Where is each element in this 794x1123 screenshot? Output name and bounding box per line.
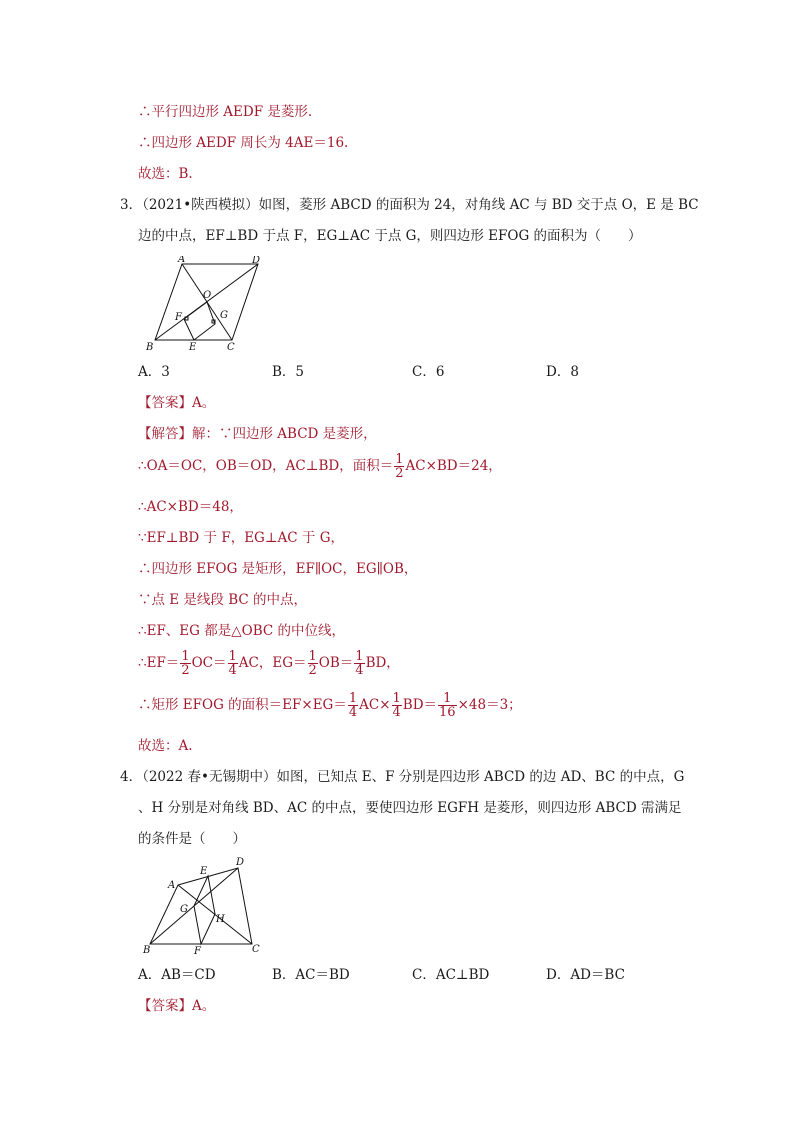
label-d: D xyxy=(252,256,261,266)
label-c: C xyxy=(227,342,235,352)
quad-egfh xyxy=(194,876,215,944)
right-angle-g xyxy=(212,320,215,323)
q3-solution-line: ∴EF、EG 都是△OBC 的中位线， xyxy=(138,623,345,639)
solution-line: ∴四边形 AEDF 周长为 4AE＝16. xyxy=(138,135,349,151)
q4-stem-line3: 的条件是（ ） xyxy=(138,831,246,847)
q4-quadrilateral-figure xyxy=(138,852,268,956)
label-a: A xyxy=(178,256,186,265)
label-b: B xyxy=(143,945,151,956)
quad-abcd xyxy=(150,868,252,944)
label-e: E xyxy=(189,342,197,352)
q3-option-a: A．3 xyxy=(138,364,170,380)
label-g: G xyxy=(180,904,188,915)
label-g: G xyxy=(220,310,228,321)
label-f: F xyxy=(175,312,182,323)
q3-solution-line: ∴四边形 EFOG 是矩形，EF∥OC，EG∥OB， xyxy=(138,561,418,577)
q3-solution-line: ∵点 E 是线段 BC 的中点， xyxy=(138,592,308,608)
q3-solution-line: ∵EF⊥BD 于 F，EG⊥AC 于 G， xyxy=(138,530,344,546)
solution-line: ∴平行四边形 AEDF 是菱形. xyxy=(138,104,313,120)
q4-stem-line1: 4．（2022 春•无锡期中）如图，已知点 E、F 分别是四边形 ABCD 的边 AD、BC 的中点，G xyxy=(120,769,685,785)
q3-solution-line: ∴OA＝OC，OB＝OD，AC⊥BD，面积＝ $\frac{1}{2}$ AC×BD＝24， xyxy=(138,452,502,481)
label-d: D xyxy=(236,857,245,868)
label-a: A xyxy=(168,880,176,891)
q3-stem-line2: 边的中点，EF⊥BD 于点 F，EG⊥AC 于点 G，则四边形 EFOG 的面积为（ ） xyxy=(138,228,642,244)
label-h: H xyxy=(216,914,225,925)
label-c: C xyxy=(252,944,260,955)
q4-stem-line2: 、H 分别是对角线 BD、AC 的中点，要使四边形 EGFH 是菱形，则四边形 ABCD 需满足 xyxy=(138,800,682,816)
q3-stem-line1: 3．（2021•陕西模拟）如图，菱形 ABCD 的面积为 24，对角线 AC 与 BD 交于点 O，E 是 BC xyxy=(120,197,699,213)
q3-solution-line: 【解答】解：∵四边形 ABCD 是菱形， xyxy=(138,426,377,442)
label-o: O xyxy=(203,290,212,301)
q3-rhombus-figure xyxy=(138,256,268,352)
q4-option-b: B．AC＝BD xyxy=(272,967,350,983)
q3-option-d: D．8 xyxy=(546,364,579,380)
right-angle-f xyxy=(185,317,188,320)
q4-option-d: D．AD＝BC xyxy=(546,967,625,983)
q3-answer: 【答案】A。 xyxy=(138,395,216,411)
q4-answer: 【答案】A。 xyxy=(138,998,216,1014)
q3-solution-line: ∴EF＝ $\frac{1}{2}$ OC＝ $\frac{1}{4}$ AC，EG＝ $\frac{1}{2}$ OB＝ $\frac{1}{4}$ BD， xyxy=(138,649,400,678)
q3-option-b: B．5 xyxy=(272,364,305,380)
solution-choice: 故选：B. xyxy=(138,166,193,182)
q4-option-a: A．AB＝CD xyxy=(138,967,216,983)
q3-solution-line: ∴AC×BD＝48， xyxy=(138,499,243,515)
label-f: F xyxy=(194,946,201,956)
q3-option-c: C．6 xyxy=(412,364,445,380)
label-b: B xyxy=(146,342,154,352)
q3-solution-choice: 故选：A. xyxy=(138,738,193,754)
q4-option-c: C．AC⊥BD xyxy=(412,967,490,983)
q3-solution-line: ∴矩形 EFOG 的面积＝EF×EG＝ $\frac{1}{4}$ AC× $\frac{1}{4}$ BD＝ $\frac{1}{16}$ ×48＝3； xyxy=(138,691,522,720)
label-e: E xyxy=(200,866,208,877)
